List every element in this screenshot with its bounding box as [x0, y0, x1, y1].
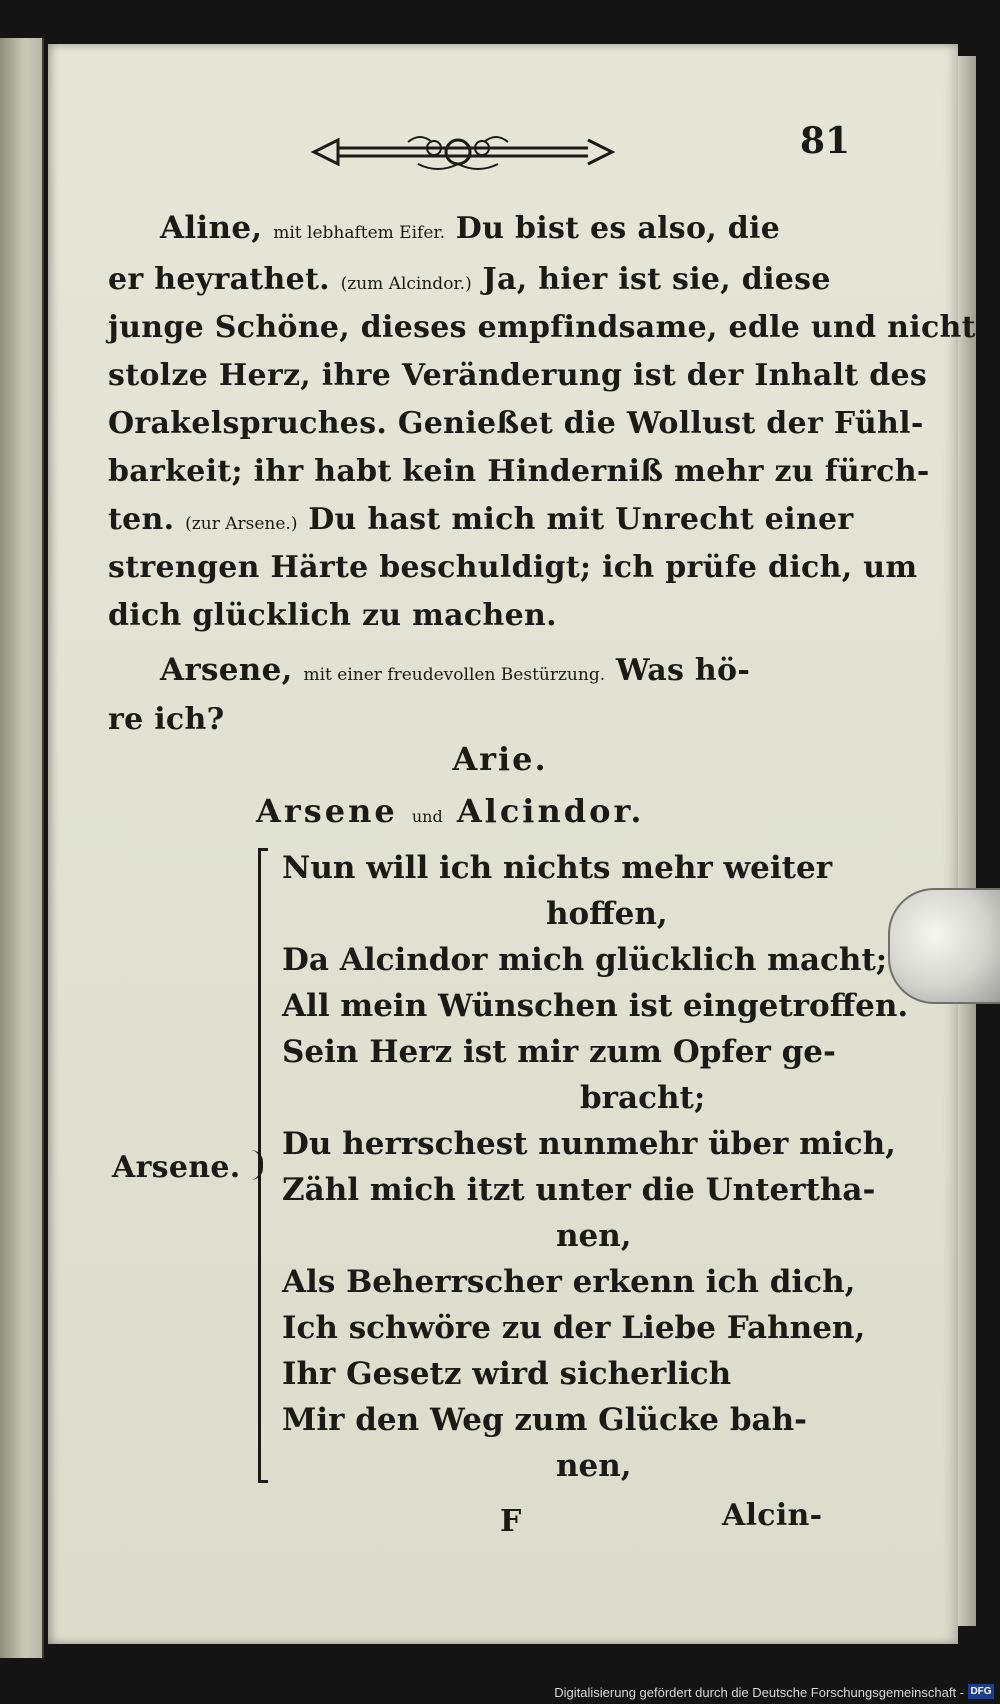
p1-line-9: dich glücklich zu machen.	[108, 598, 557, 633]
verse-line: hoffen,	[546, 896, 668, 932]
dialogue-text: Du hast mich mit Unrecht einer	[308, 502, 854, 537]
brace-tick-top	[258, 848, 268, 851]
verse-line: All mein Wünschen ist eingetroffen.	[282, 988, 909, 1024]
dialogue-text: er heyrathet.	[108, 262, 330, 297]
speaker-label: Arsene.	[112, 1150, 241, 1185]
stage-direction: (zur Arsene.)	[185, 514, 298, 534]
facing-page-edge	[0, 38, 44, 1658]
p1-line-8: strengen Härte beschuldigt; ich prüfe dich, um	[108, 550, 918, 585]
page-edge-strip	[958, 56, 976, 1626]
p1-line-1	[160, 210, 780, 246]
header-ornament	[308, 128, 628, 176]
verse-line: Ihr Gesetz wird sicherlich	[282, 1356, 732, 1392]
dialogue-text: Was hö-	[615, 653, 751, 688]
p1-line-3: junge Schöne, dieses empfindsame, edle und nicht	[108, 310, 976, 345]
aria-title: Arie.	[452, 740, 548, 778]
verse-line: nen,	[556, 1218, 632, 1254]
verse-line: nen,	[556, 1448, 632, 1484]
speaker-arsene: Arsene,	[160, 652, 293, 688]
p2-line-1	[160, 652, 750, 688]
stage-direction: mit lebhaftem Eifer.	[273, 223, 446, 243]
dialogue-text: Ja, hier ist sie, diese	[482, 262, 831, 297]
catchword: Alcin-	[722, 1498, 823, 1533]
dialogue-text: Du bist es also, die	[455, 211, 781, 246]
book-clip	[888, 888, 1000, 1004]
p2-line-2: re ich?	[108, 702, 225, 737]
singer-alcindor: Alcindor.	[456, 792, 645, 830]
page-number: 81	[800, 120, 851, 162]
dialogue-text: ten.	[108, 502, 175, 537]
p1-line-2	[108, 262, 831, 297]
verse-line: bracht;	[580, 1080, 706, 1116]
aria-singers	[256, 792, 645, 830]
dfg-logo: DFG	[968, 1684, 994, 1699]
stage-direction: mit einer freudevollen Bestürzung.	[303, 665, 606, 685]
verse-line: Mir den Weg zum Glücke bah-	[282, 1402, 807, 1438]
footer-credit: Digitalisierung gefördert durch die Deutsche Forschungsgemeinschaft -	[554, 1685, 964, 1700]
verse-line: Nun will ich nichts mehr weiter	[282, 850, 833, 886]
singer-conjunction: und	[411, 807, 443, 826]
speaker-aline: Aline,	[160, 210, 263, 246]
verse-line: Du herrschest nunmehr über mich,	[282, 1126, 896, 1162]
verse-line: Zähl mich itzt unter die Untertha-	[282, 1172, 876, 1208]
verse-line: Ich schwöre zu der Liebe Fahnen,	[282, 1310, 866, 1346]
brace-tick-bottom	[258, 1480, 268, 1483]
p1-line-4: stolze Herz, ihre Veränderung ist der Inhalt des	[108, 358, 928, 393]
verse-line: Sein Herz ist mir zum Opfer ge-	[282, 1034, 836, 1070]
p1-line-5: Orakelspruches. Genießet die Wollust der Fühl-	[108, 406, 924, 441]
p1-line-7	[108, 502, 853, 537]
verse-line: Da Alcindor mich glücklich macht;	[282, 942, 888, 978]
singer-arsene: Arsene	[256, 792, 398, 830]
verse-line: Als Beherrscher erkenn ich dich,	[282, 1264, 856, 1300]
stage-direction: (zum Alcindor.)	[340, 274, 472, 294]
p1-line-6: barkeit; ihr habt kein Hinderniß mehr zu fürch-	[108, 454, 930, 489]
signature-mark: F	[500, 1504, 522, 1539]
